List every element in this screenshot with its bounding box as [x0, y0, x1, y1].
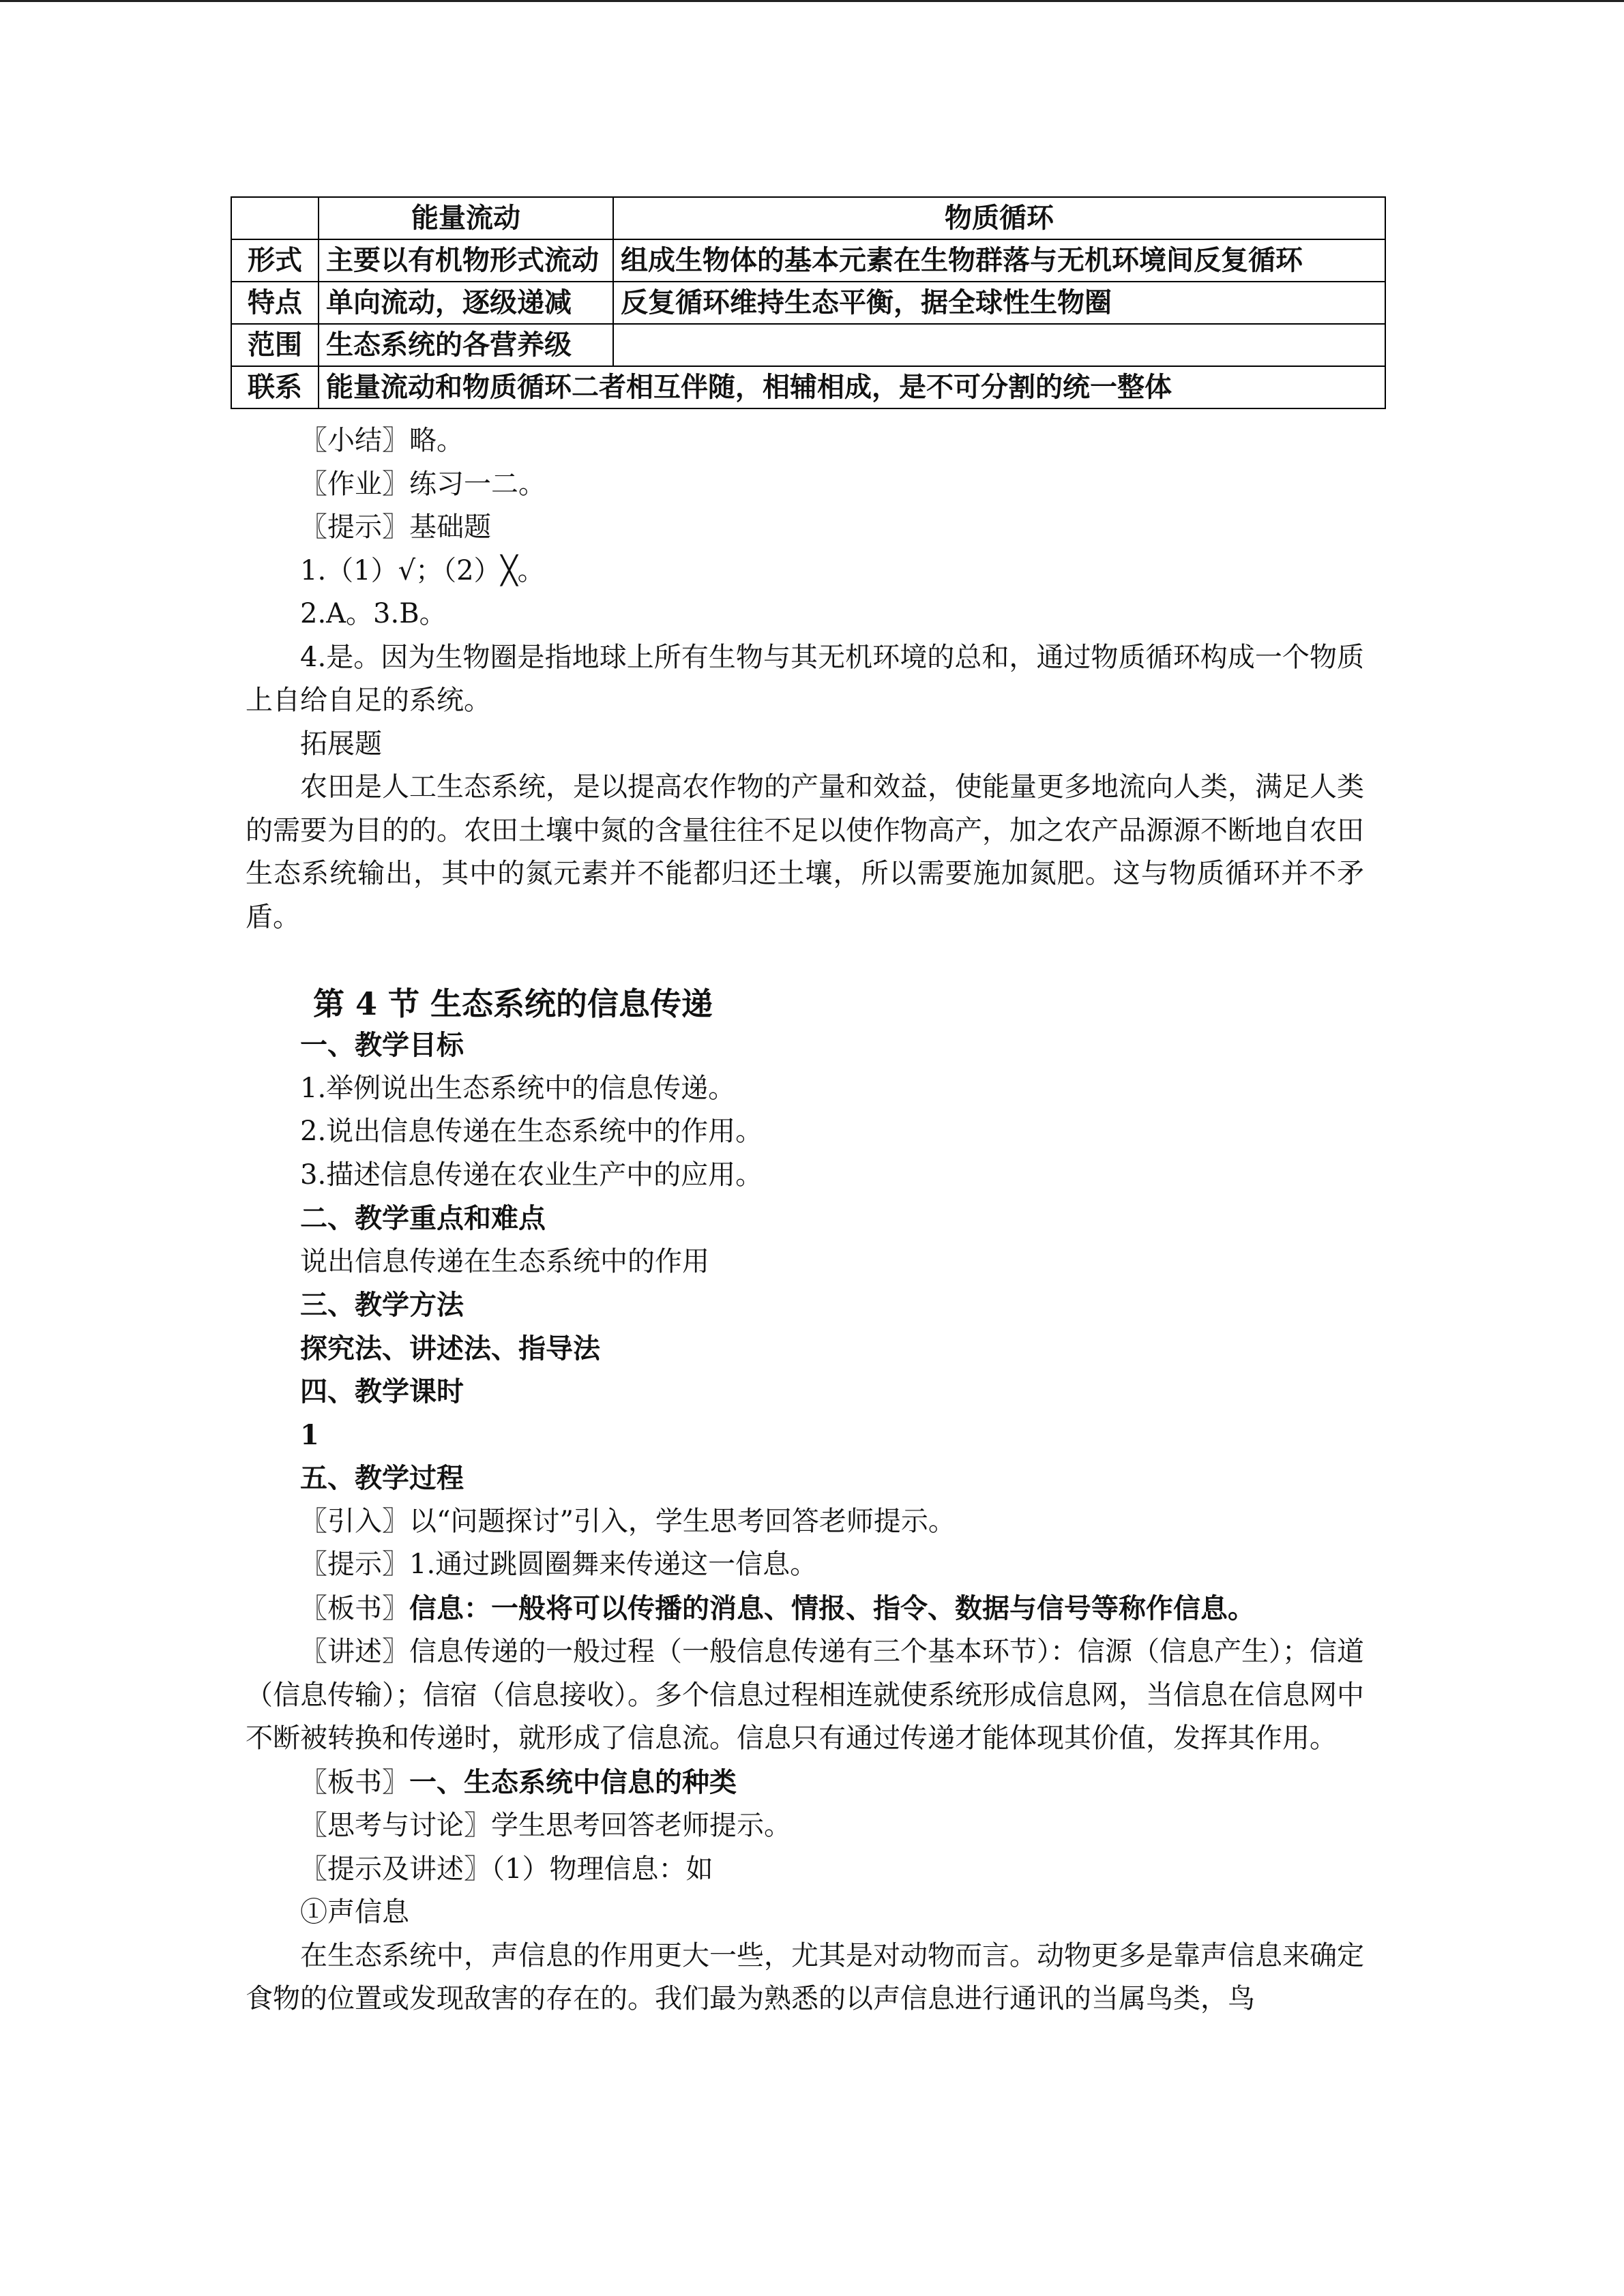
- energy-cell: 单向流动，逐级递减: [319, 282, 613, 324]
- matter-cell: 组成生物体的基本元素在生物群落与无机环境间反复循环: [613, 239, 1385, 282]
- goal-item: 2.说出信息传递在生态系统中的作用。: [300, 1116, 763, 1147]
- row-label: 形式: [231, 239, 319, 282]
- hint-line-2: 〖提示〗1.通过跳圆圈舞来传递这一信息。: [300, 1549, 818, 1580]
- document-body: [246, 419, 1364, 2021]
- table-row: [231, 239, 1385, 282]
- page-top-border: [0, 0, 1624, 2]
- table-row: [231, 324, 1385, 366]
- sound-paragraph: 在生态系统中，声信息的作用更大一些，尤其是对动物而言。动物更多是靠声信息来确定食物的位置或发现敌害的存在的。我们最为熟悉的以声信息进行通讯的当属鸟类，鸟: [246, 1939, 1364, 2014]
- energy-cell: 生态系统的各营养级: [319, 324, 613, 366]
- column-header-energy: 能量流动: [319, 197, 613, 239]
- board-label: 〖板书〗: [300, 1592, 409, 1624]
- homework-line: 〖作业〗练习一二。: [300, 468, 546, 500]
- section-spacer: [246, 939, 1364, 984]
- hours-text: 1: [300, 1418, 319, 1451]
- board-line-2: [246, 1761, 1364, 1805]
- answer-2: 2.A。3.B。: [300, 598, 447, 629]
- comparison-table: [231, 196, 1386, 409]
- row-label: 特点: [231, 282, 319, 324]
- table-header-row: [231, 197, 1385, 239]
- process-heading: 五、教学过程: [300, 1462, 464, 1494]
- board-line-1: [246, 1587, 1364, 1631]
- lecture-paragraph: 〖讲述〗信息传递的一般过程（一般信息传递有三个基本环节）：信源（信息产生）；信道（信息传输）；信宿（信息接收）。多个信息过程相连就使系统形成信息网，当信息在信息网中不断被转换和传递时，就形成了信息流。信息只有通过传递才能体现其价值，发挥其作用。: [246, 1636, 1364, 1754]
- goal-item: 1.举例说出生态系统中的信息传递。: [300, 1072, 736, 1104]
- energy-cell: 主要以有机物形式流动: [319, 239, 613, 282]
- summary-line: 〖小结〗略。: [300, 425, 464, 456]
- table-corner-cell: [231, 197, 319, 239]
- keypoints-heading: 二、教学重点和难点: [300, 1202, 546, 1234]
- board-text: 信息：一般将可以传播的消息、情报、指令、数据与信号等称作信息。: [409, 1592, 1255, 1624]
- section-title: 第 4 节 生态系统的信息传递: [313, 985, 713, 1022]
- discussion-line: 〖思考与讨论〗学生思考回答老师提示。: [300, 1810, 791, 1841]
- hours-heading: 四、教学课时: [300, 1375, 464, 1407]
- matter-cell: 反复循环维持生态平衡，据全球性生物圈: [613, 282, 1385, 324]
- extension-paragraph: 农田是人工生态系统，是以提高农作物的产量和效益，使能量更多地流向人类，满足人类的需要为目的的。农田土壤中氮的含量往往不足以使作物高产，加之农产品源源不断地自农田生态系统输出，其中的氮元素并不能都归还土壤，所以需要施加氮肥。这与物质循环并不矛盾。: [246, 771, 1364, 933]
- row-label: 范围: [231, 324, 319, 366]
- keypoints-text: 说出信息传递在生态系统中的作用: [300, 1245, 709, 1277]
- link-cell: 能量流动和物质循环二者相互伴随，相辅相成，是不可分割的统一整体: [319, 366, 1385, 408]
- column-header-matter: 物质循环: [613, 197, 1385, 239]
- board-text: 一、生态系统中信息的种类: [409, 1765, 737, 1798]
- sound-heading: ①声信息: [300, 1896, 409, 1928]
- intro-line: 〖引入〗以“问题探讨”引入，学生思考回答老师提示。: [300, 1505, 956, 1537]
- row-label: 联系: [231, 366, 319, 408]
- answer-4: 4.是。因为生物圈是指地球上所有生物与其无机环境的总和，通过物质循环构成一个物质上自给自足的系统。: [246, 641, 1364, 716]
- matter-cell: [613, 324, 1385, 366]
- extension-heading: 拓展题: [300, 728, 382, 760]
- table-link-row: [231, 366, 1385, 408]
- board-label: 〖板书〗: [300, 1766, 409, 1798]
- methods-text: 探究法、讲述法、指导法: [300, 1332, 600, 1365]
- hint-line: 〖提示〗基础题: [300, 511, 491, 543]
- goals-heading: 一、教学目标: [300, 1029, 464, 1061]
- hint-lecture-line: 〖提示及讲述〗（1）物理信息：如: [300, 1853, 713, 1885]
- goal-item: 3.描述信息传递在农业生产中的应用。: [300, 1159, 763, 1191]
- answer-1: 1.（1）√；（2）╳。: [300, 554, 545, 586]
- table-row: [231, 282, 1385, 324]
- methods-heading: 三、教学方法: [300, 1289, 464, 1321]
